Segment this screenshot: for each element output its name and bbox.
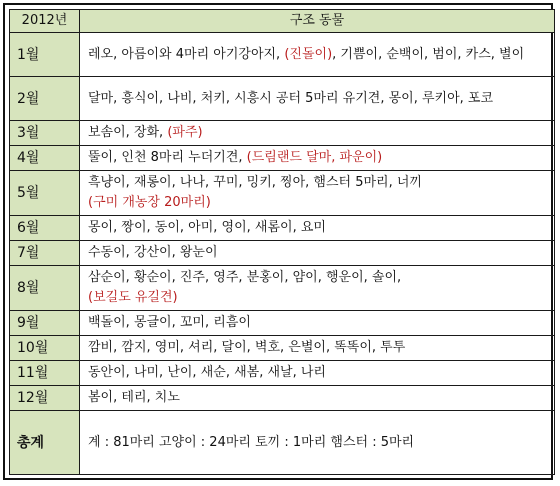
animals-text: 흑냥이, 재롱이, 나나, 꾸미, 밍키, 찡아, 햄스터 5마리, 너끼 bbox=[88, 175, 422, 190]
table-row bbox=[10, 33, 555, 77]
animals-cell bbox=[80, 336, 555, 361]
table-row bbox=[10, 311, 555, 336]
animals-highlight: (파주) bbox=[167, 125, 203, 140]
title-header: 구조 동물 bbox=[80, 10, 555, 33]
animals-highlight: (드림랜드 달마, 파운이) bbox=[246, 150, 383, 165]
month-cell: 11월 bbox=[10, 361, 80, 386]
animals-cell bbox=[80, 241, 555, 266]
month-cell: 7월 bbox=[10, 241, 80, 266]
animals-text: 봄이, 테리, 치노 bbox=[88, 390, 180, 405]
animals-text: 레오, 아름이와 4마리 아기강아지, bbox=[88, 46, 285, 62]
total-text: 계 : 81마리 고양이 : 24마리 토끼 : 1마리 햄스터 : 5마리 bbox=[80, 411, 555, 475]
animals-highlight: (구미 개농장 20마리) bbox=[88, 195, 211, 210]
month-cell: 10월 bbox=[10, 336, 80, 361]
table-row bbox=[10, 121, 555, 146]
table-row bbox=[10, 77, 555, 121]
animals-text: 백돌이, 몽글이, 꼬미, 리흠이 bbox=[88, 315, 251, 330]
year-header: 2012년 bbox=[10, 10, 80, 33]
animals-cell bbox=[80, 386, 555, 411]
animals-cell bbox=[80, 311, 555, 336]
animals-cell bbox=[80, 146, 555, 171]
animals-text: 동안이, 나미, 난이, 새순, 새봄, 새날, 나리 bbox=[88, 365, 326, 380]
month-cell: 4월 bbox=[10, 146, 80, 171]
animals-highlight: (진돌이) bbox=[284, 46, 333, 62]
animals-cell bbox=[80, 121, 555, 146]
month-cell: 5월 bbox=[10, 171, 80, 216]
month-cell: 2월 bbox=[10, 77, 80, 121]
total-row bbox=[10, 411, 555, 475]
month-cell: 9월 bbox=[10, 311, 80, 336]
total-label: 총계 bbox=[10, 411, 80, 475]
table-frame bbox=[3, 3, 553, 480]
table-row bbox=[10, 241, 555, 266]
animals-cell bbox=[80, 33, 555, 77]
table-row bbox=[10, 216, 555, 241]
month-cell: 1월 bbox=[10, 33, 80, 77]
animals-text: 보솜이, 장화, bbox=[88, 125, 168, 140]
animals-cell bbox=[80, 77, 555, 121]
animals-text: 뚤이, 인천 8마리 누더기견, bbox=[88, 150, 247, 165]
animals-text: 달마, 흥식이, 나비, 처키, 시흥시 공터 5마리 유기견, 몽이, 루키아, 포코 bbox=[88, 90, 494, 106]
month-cell: 8월 bbox=[10, 266, 80, 311]
animals-text: 깜비, 깜지, 영미, 셔리, 달이, 벽호, 은별이, 똑똑이, 투투 bbox=[88, 340, 406, 355]
table-row bbox=[10, 386, 555, 411]
animals-text: 수동이, 강산이, 왕눈이 bbox=[88, 245, 218, 260]
animals-cell bbox=[80, 361, 555, 386]
header-row bbox=[10, 10, 555, 33]
table-row bbox=[10, 146, 555, 171]
animals-highlight: (보길도 유길견) bbox=[88, 290, 178, 305]
animals-cell bbox=[80, 216, 555, 241]
table-row bbox=[10, 266, 555, 311]
table-row bbox=[10, 361, 555, 386]
month-cell: 12월 bbox=[10, 386, 80, 411]
animals-cell bbox=[80, 171, 555, 216]
animals-text: 몽이, 짱이, 동이, 아미, 영이, 새롬이, 요미 bbox=[88, 220, 326, 235]
month-cell: 3월 bbox=[10, 121, 80, 146]
table-row bbox=[10, 171, 555, 216]
month-cell: 6월 bbox=[10, 216, 80, 241]
animals-cell bbox=[80, 266, 555, 311]
animals-text-2: , 기쁨이, 순백이, 범이, 카스, 별이 bbox=[332, 46, 525, 62]
table-row bbox=[10, 336, 555, 361]
animals-text: 삼순이, 황순이, 진주, 영주, 분홍이, 얌이, 행운이, 솔이, bbox=[88, 270, 402, 285]
rescued-animals-table bbox=[9, 9, 555, 475]
